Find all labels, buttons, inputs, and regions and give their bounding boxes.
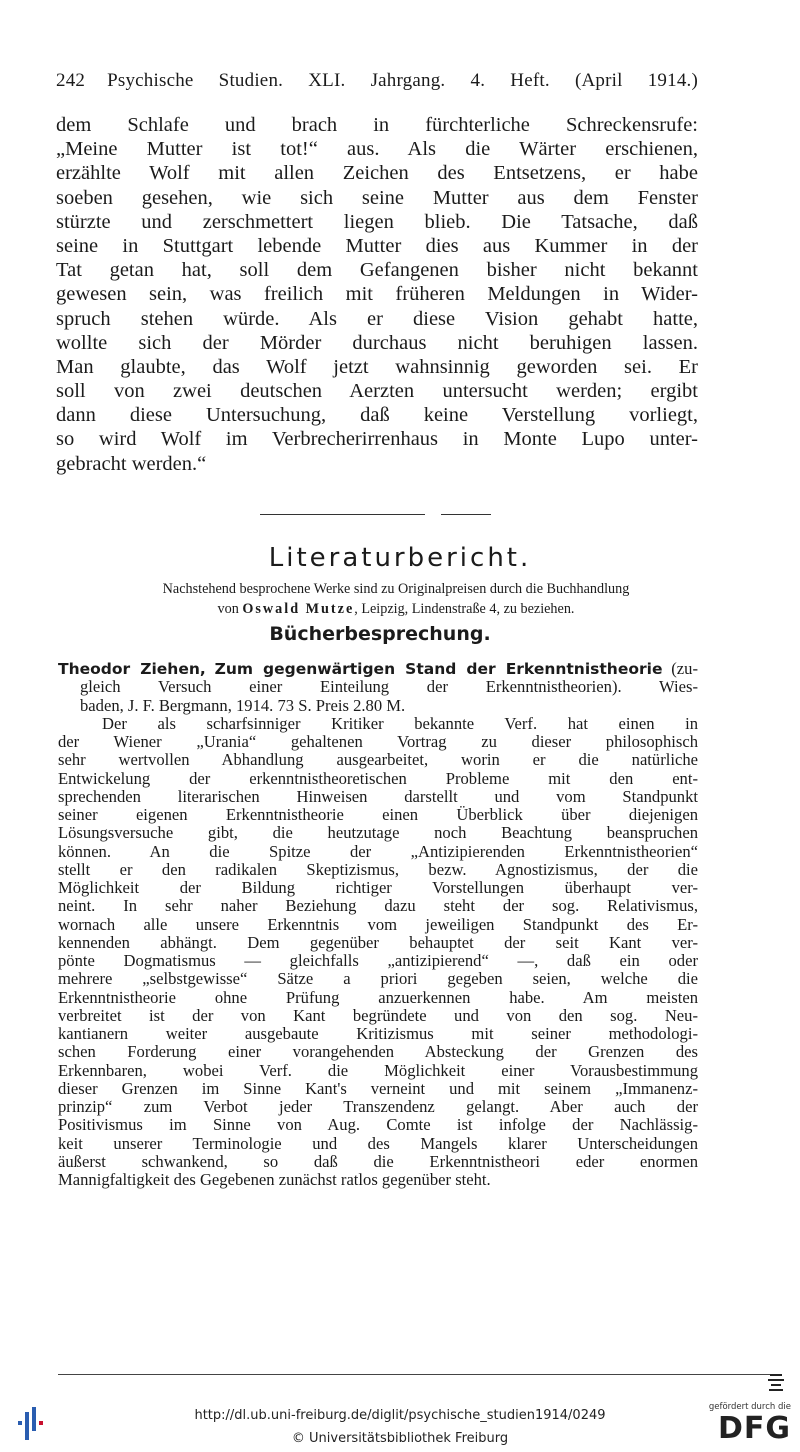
notice-von: von [217, 600, 239, 617]
prose-line: „Meine Mutter ist tot!“ aus. Als die Wärter erschienen, [56, 138, 698, 161]
notice-line-1: Nachstehend besprochene Werke sind zu Originalpreisen durch die Buchhandlung [162, 581, 630, 597]
review-line: Lösungsversuche gibt, die heutzutage noch Beachtung beanspruchen [58, 824, 698, 843]
prose-line: soeben gesehen, wie sich seine Mutter aus dem Fenster [56, 186, 698, 209]
subheading: Bücherbesprechung. [269, 623, 491, 645]
review-line: kantianern weiter ausgebaute Kritizismus mit seiner methodologi- [58, 1025, 698, 1043]
page-number: 242 [56, 70, 86, 91]
library-footer [0, 1398, 800, 1452]
review-line: Entwickelung der erkenntnistheoretischen Probleme mit den ent- [58, 769, 698, 788]
review-line: keit unserer Terminologie und des Mangels klarer Unterscheidungen [58, 1134, 698, 1153]
availability-notice [56, 580, 736, 619]
review-line: mehrere „selbstgewisse“ Sätze a priori gegeben seien, welche die [58, 970, 698, 989]
prose-line: so wird Wolf im Verbrecherirrenhaus in Monte Lupo unter- [56, 428, 698, 451]
prose-line: Man glaubte, das Wolf jetzt wahnsinnig geworden sei. Er [56, 355, 698, 378]
section-title: Literaturbericht. [268, 543, 532, 573]
review-book-title: Zum gegenwärtigen Stand der Erkenntnistheorie [214, 660, 663, 678]
section-divider-short [441, 514, 491, 515]
review-line: schen Forderung einer vorangehenden Absteckung der Grenzen des [58, 1043, 698, 1062]
review-line: Mannigfaltigkeit des Gegebenen zunächst ratlos gegenüber steht. [58, 1171, 491, 1189]
prose-line: gewesen sein, was freilich mit früheren Meldungen in Wider- [56, 283, 698, 306]
review-line: kennenden abhängt. Dem gegenüber behauptet der seit Kant ver- [58, 933, 698, 952]
prose-line: wollte sich der Mörder durchaus nicht beruhigen lassen. [56, 331, 698, 354]
bibliography-line-2: gleich Versuch einer Einteilung der Erkenntnistheorien). Wies- [80, 678, 698, 697]
review-line: sehr wertvollen Abhandlung ausgearbeitet, worin er die natürliche [58, 751, 698, 770]
review-line: seiner eigenen Erkenntnistheorie einen Überblick über diejenigen [58, 806, 698, 824]
review-line: pönte Dogmatismus — gleichfalls „antizipierend“ —, daß ein oder [58, 952, 698, 970]
notice-address: , Leipzig, Lindenstraße 4, zu beziehen. [354, 600, 575, 617]
prose-line: dann diese Untersuchung, daß keine Verstellung vorliegt, [56, 404, 698, 427]
dfg-logo [705, 1402, 791, 1448]
dfg-funding-text: gefördert durch die [708, 1402, 791, 1412]
review-line: sprechenden literarischen Hinweisen darstellt und vom Standpunkt [58, 787, 698, 806]
bibliography-tail: (zu- [671, 660, 698, 678]
prose-line: stürzte und zerschmettert liegen blieb. Die Tatsache, daß [56, 210, 698, 233]
publisher-name: Oswald Mutze [242, 600, 355, 617]
review-line: wornach alle unsere Erkenntnis vom jeweiligen Standpunkt des Er- [58, 915, 698, 934]
notice-line-2 [56, 600, 736, 620]
review-line: der Wiener „Urania“ gehaltenen Vortrag zu dieser philosophisch [58, 733, 698, 751]
review-line: neint. In sehr naher Beziehung dazu steht der sog. Relativismus, [58, 897, 698, 916]
source-url-link[interactable]: http://dl.ub.uni-freiburg.de/diglit/psychische_studien1914/0249 [194, 1408, 606, 1423]
prose-line: soll von zwei deutschen Aerzten untersucht werden; ergibt [56, 380, 698, 403]
prose-line: spruch stehen würde. Als er diese Vision gehabt hatte, [56, 307, 698, 330]
prose-line: erzählte Wolf mit allen Zeichen des Entsetzens, er habe [56, 162, 698, 185]
bibliography-line-3: baden, J. F. Bergmann, 1914. 73 S. Preis 2.80 M. [80, 696, 406, 715]
book-review [58, 660, 698, 1189]
review-line: Erkenntnistheorie ohne Prüfung anzuerkennen habe. Am meisten [58, 988, 698, 1007]
bibliography-line-1 [58, 660, 698, 678]
review-line: Der als scharfsinniger Kritiker bekannte Verf. hat einen in [102, 714, 698, 733]
prose-line: seine in Stuttgart lebende Mutter dies aus Kummer in der [56, 234, 698, 257]
review-line: können. An die Spitze der „Antizipierenden Erkenntnistheorien“ [58, 842, 698, 861]
prose-line: gebracht werden.“ [56, 452, 207, 475]
review-line: verbreitet ist der von Kant begründete und von den sog. Neu- [58, 1006, 698, 1025]
prose-line: Tat getan hat, soll dem Gefangenen bisher nicht bekannt [56, 259, 698, 282]
article-continuation [56, 113, 698, 476]
scan-edge-line [58, 1374, 780, 1375]
copyright-notice: © Universitätsbibliothek Freiburg [291, 1431, 509, 1446]
color-bar-icon [768, 1368, 784, 1396]
review-line: Erkennbaren, wobei Verf. die Möglichkeit einer Vorausbestimmung [58, 1061, 698, 1080]
running-head [56, 70, 698, 92]
section-divider-long [260, 514, 425, 515]
running-title: Psychische Studien. XLI. Jahrgang. 4. Heft. (April 1914.) [107, 70, 698, 91]
review-line: Möglichkeit der Bildung richtiger Vorstellungen überhaupt ver- [58, 879, 698, 897]
review-line: stellt er den radikalen Skeptizismus, bezw. Agnostizismus, der die [58, 860, 698, 879]
review-body [58, 715, 698, 1190]
review-line: äußerst schwankend, so daß die Erkenntnistheori eder enormen [58, 1152, 698, 1171]
dfg-logo-text: DFG [717, 1411, 791, 1446]
review-line: Positivismus im Sinne von Aug. Comte ist infolge der Nachlässig- [58, 1116, 698, 1135]
prose-line: dem Schlafe und brach in fürchterliche Schreckensrufe: [56, 114, 698, 136]
review-line: prinzip“ zum Verbot jeder Transzendenz gelangt. Aber auch der [58, 1098, 698, 1116]
review-author: Theodor Ziehen, [58, 660, 206, 678]
review-line: dieser Grenzen im Sinne Kant's verneint und mit seinem „Immanenz- [58, 1079, 698, 1098]
